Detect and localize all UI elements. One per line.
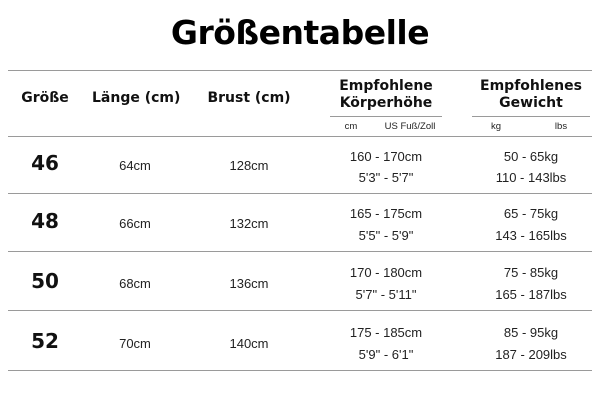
subheader-height-us: US Fuß/Zoll — [384, 121, 436, 132]
row-height-cm: 160 - 170cm — [349, 149, 423, 164]
header-weight-line2: Gewicht — [499, 95, 563, 111]
page-title: Größentabelle — [170, 13, 430, 52]
row-height-ft: 5'5" - 5'9" — [358, 228, 414, 243]
header-bottom-rule — [8, 136, 592, 137]
row-weight-lbs: 187 - 209lbs — [495, 347, 567, 362]
header-length: Länge (cm) — [92, 90, 181, 106]
header-height-line1: Empfohlene — [339, 78, 433, 94]
header-weight-line1: Empfohlenes — [480, 78, 582, 94]
row-weight-lbs: 143 - 165lbs — [495, 228, 567, 243]
row-height-ft: 5'3" - 5'7" — [358, 170, 414, 185]
row-weight-lbs: 165 - 187lbs — [495, 287, 567, 302]
row-chest: 140cm — [229, 336, 269, 351]
table-bottom-rule — [8, 370, 592, 371]
row-weight-kg: 75 - 85kg — [503, 265, 559, 280]
row-weight-lbs: 110 - 143lbs — [495, 170, 567, 185]
row-divider — [8, 193, 592, 194]
row-weight-kg: 50 - 65kg — [503, 149, 559, 164]
row-size: 50 — [31, 269, 59, 293]
row-height-ft: 5'9" - 6'1" — [358, 347, 414, 362]
row-size: 52 — [31, 329, 59, 353]
row-size: 48 — [31, 209, 59, 233]
row-height-cm: 165 - 175cm — [349, 206, 423, 221]
row-divider — [8, 251, 592, 252]
row-size: 46 — [31, 151, 59, 175]
height-subheader-rule — [330, 116, 442, 117]
header-chest: Brust (cm) — [207, 90, 291, 106]
row-length: 68cm — [119, 276, 151, 291]
row-length: 66cm — [119, 216, 151, 231]
row-height-ft: 5'7" - 5'11" — [355, 287, 417, 302]
header-size: Größe — [21, 90, 69, 106]
table-top-rule — [8, 70, 592, 71]
row-weight-kg: 65 - 75kg — [503, 206, 559, 221]
row-height-cm: 175 - 185cm — [349, 325, 423, 340]
subheader-height-cm: cm — [344, 121, 358, 132]
subheader-weight-kg: kg — [490, 121, 502, 132]
row-length: 70cm — [119, 336, 151, 351]
row-weight-kg: 85 - 95kg — [503, 325, 559, 340]
row-chest: 128cm — [229, 158, 269, 173]
subheader-weight-lbs: lbs — [554, 121, 568, 132]
header-height-line2: Körperhöhe — [339, 95, 433, 111]
row-length: 64cm — [119, 158, 151, 173]
row-divider — [8, 310, 592, 311]
row-chest: 132cm — [229, 216, 269, 231]
row-height-cm: 170 - 180cm — [349, 265, 423, 280]
row-chest: 136cm — [229, 276, 269, 291]
weight-subheader-rule — [472, 116, 590, 117]
